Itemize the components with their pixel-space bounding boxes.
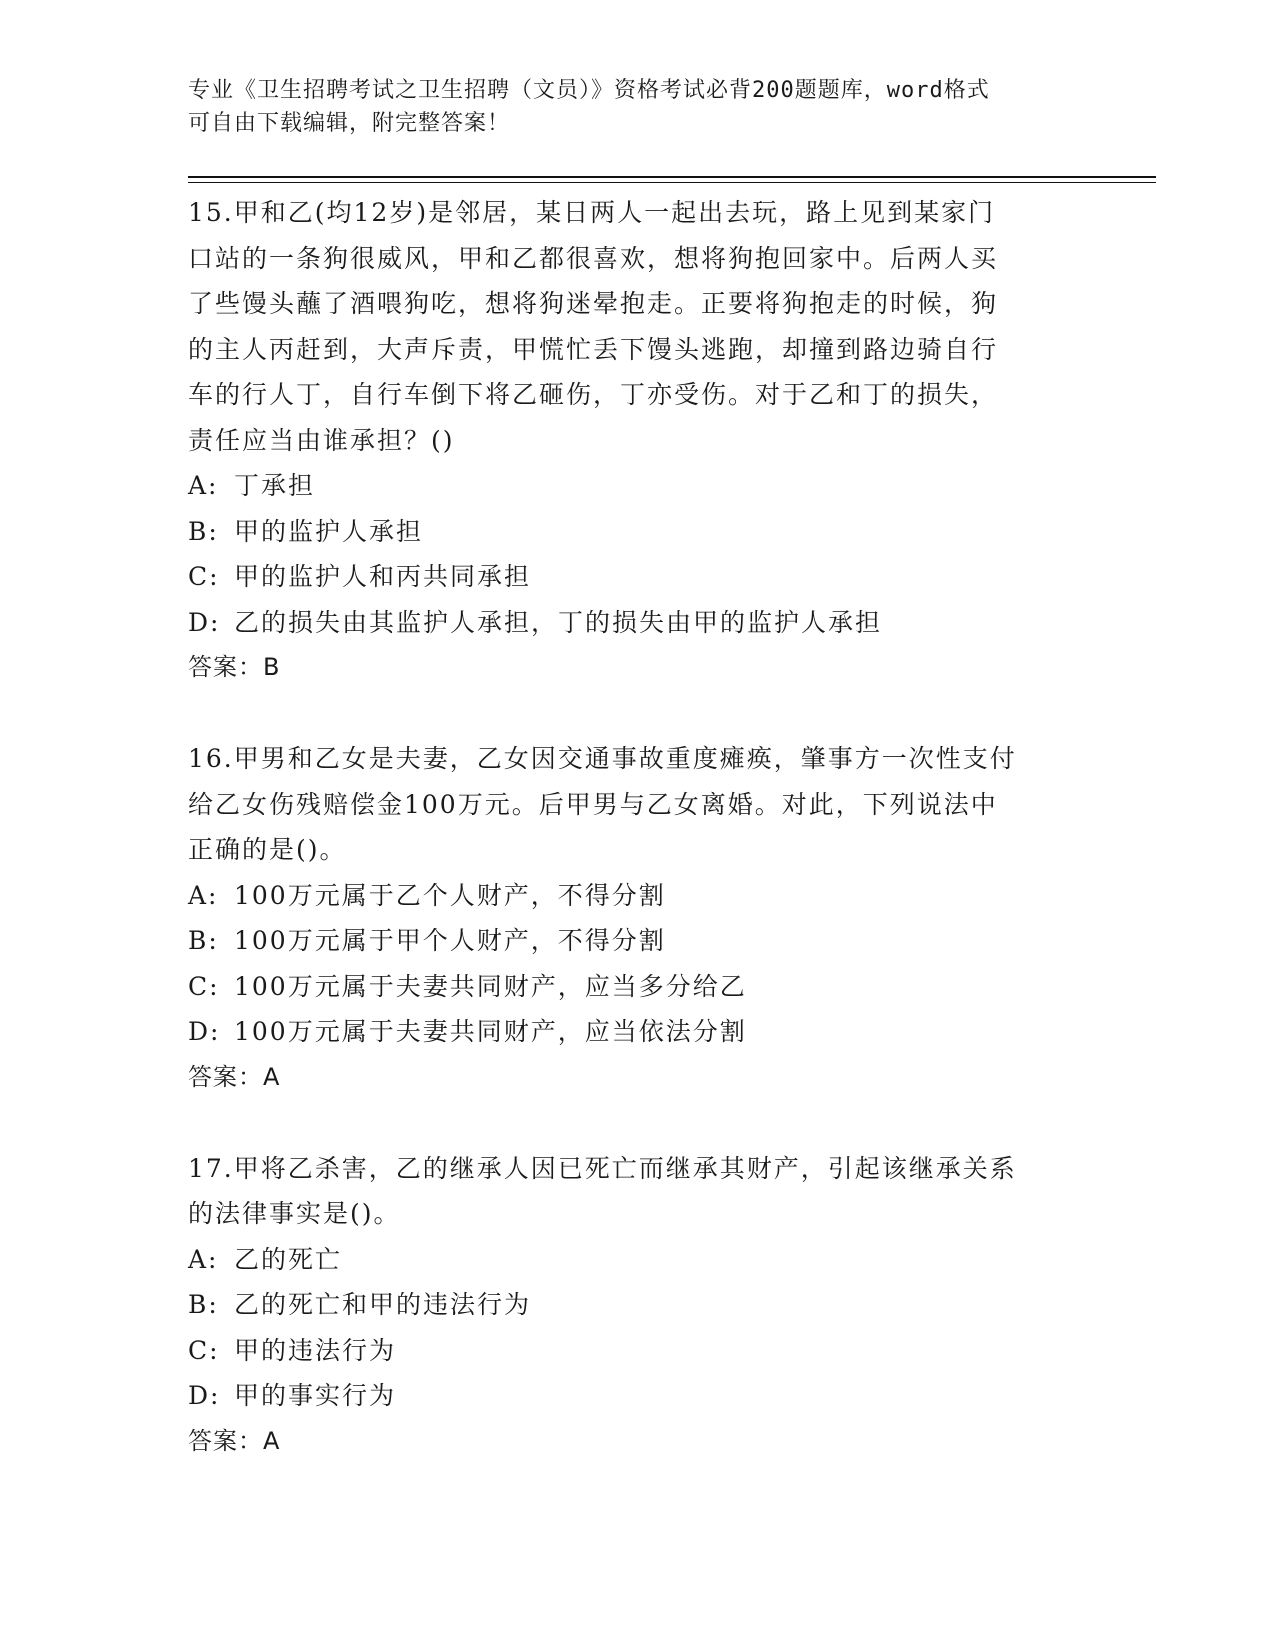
option-letter: B:: [188, 926, 219, 955]
option-text: 100万元属于甲个人财产，不得分割: [234, 926, 666, 955]
option-c: [188, 964, 1088, 1010]
option-letter: C:: [188, 1335, 220, 1365]
question-text-line: 正确的是()。: [188, 835, 347, 864]
option-text: 100万元属于夫妻共同财产，应当依法分割: [234, 1017, 747, 1046]
option-letter: A:: [188, 471, 219, 500]
option-b: [188, 1282, 1088, 1328]
header-divider-thick: [188, 176, 1156, 178]
header-line: 可自由下载编辑，附完整答案！: [188, 111, 511, 136]
question-text-line: 车的行人丁，自行车倒下将乙砸伤，丁亦受伤。对于乙和丁的损失，: [188, 380, 999, 409]
option-text: 乙的死亡和甲的违法行为: [234, 1290, 532, 1319]
question-text-line: 15.甲和乙(均12岁)是邻居，某日两人一起出去玩，路上见到某家门: [188, 198, 996, 227]
option-d: [188, 1009, 1088, 1055]
answer-line: 答案：A: [188, 1426, 281, 1455]
option-letter: D:: [188, 1381, 221, 1410]
answer-line: 答案：B: [188, 653, 281, 681]
question-text-line: 了些馒头蘸了酒喂狗吃，想将狗迷晕抱走。正要将狗抱走的时候，狗: [188, 289, 999, 318]
question-text-line: 给乙女伤残赔偿金100万元。后甲男与乙女离婚。对此，下列说法中: [188, 789, 998, 819]
question-list: [188, 190, 1088, 1464]
option-a: [188, 873, 1088, 919]
option-text: 乙的损失由其监护人承担，丁的损失由甲的监护人承担: [234, 607, 883, 637]
question-text-line: 口站的一条狗很威风，甲和乙都很喜欢，想将狗抱回家中。后两人买: [188, 243, 999, 273]
option-d: [188, 1373, 1088, 1419]
option-text: 甲的监护人和丙共同承担: [234, 562, 532, 591]
question-spacer: [188, 691, 1088, 737]
option-letter: A:: [188, 880, 219, 910]
option-letter: B:: [188, 516, 219, 546]
option-text: 100万元属于夫妻共同财产，应当多分给乙: [234, 971, 747, 1001]
question-17: [188, 1146, 1088, 1465]
header-line: 专业《卫生招聘考试之卫生招聘（文员）》资格考试必背200题题库，word格式: [188, 78, 990, 103]
option-text: 甲的违法行为: [234, 1335, 397, 1365]
answer-line: 答案：A: [188, 1062, 281, 1091]
option-c: [188, 1328, 1088, 1374]
option-letter: C:: [188, 971, 220, 1001]
option-c: [188, 554, 1088, 600]
option-b: [188, 918, 1088, 964]
header-divider-thin: [188, 182, 1156, 183]
option-letter: A:: [188, 1244, 219, 1274]
document-header: [188, 74, 1088, 140]
question-text-line: 17.甲将乙杀害，乙的继承人因已死亡而继承其财产，引起该继承关系: [188, 1153, 1017, 1183]
question-16: [188, 736, 1088, 1100]
option-a: [188, 1237, 1088, 1283]
option-b: [188, 509, 1088, 555]
question-spacer: [188, 1100, 1088, 1146]
option-text: 乙的死亡: [234, 1244, 343, 1274]
option-a: [188, 463, 1088, 509]
question-text-line: 责任应当由谁承担？(): [188, 425, 455, 455]
question-15: [188, 190, 1088, 691]
option-text: 100万元属于乙个人财产，不得分割: [234, 880, 666, 910]
question-text-line: 的法律事实是()。: [188, 1199, 401, 1228]
option-letter: D:: [188, 1017, 221, 1046]
option-text: 甲的监护人承担: [234, 516, 424, 546]
option-d: [188, 600, 1088, 646]
option-letter: D:: [188, 607, 221, 637]
option-letter: B:: [188, 1290, 219, 1319]
option-text: 丁承担: [234, 471, 316, 500]
option-text: 甲的事实行为: [234, 1381, 397, 1410]
question-text-line: 的主人丙赶到，大声斥责，甲慌忙丢下馒头逃跑，却撞到路边骑自行: [188, 334, 999, 364]
question-text-line: 16.甲男和乙女是夫妻，乙女因交通事故重度瘫痪，肇事方一次性支付: [188, 744, 1017, 773]
option-letter: C:: [188, 562, 220, 591]
